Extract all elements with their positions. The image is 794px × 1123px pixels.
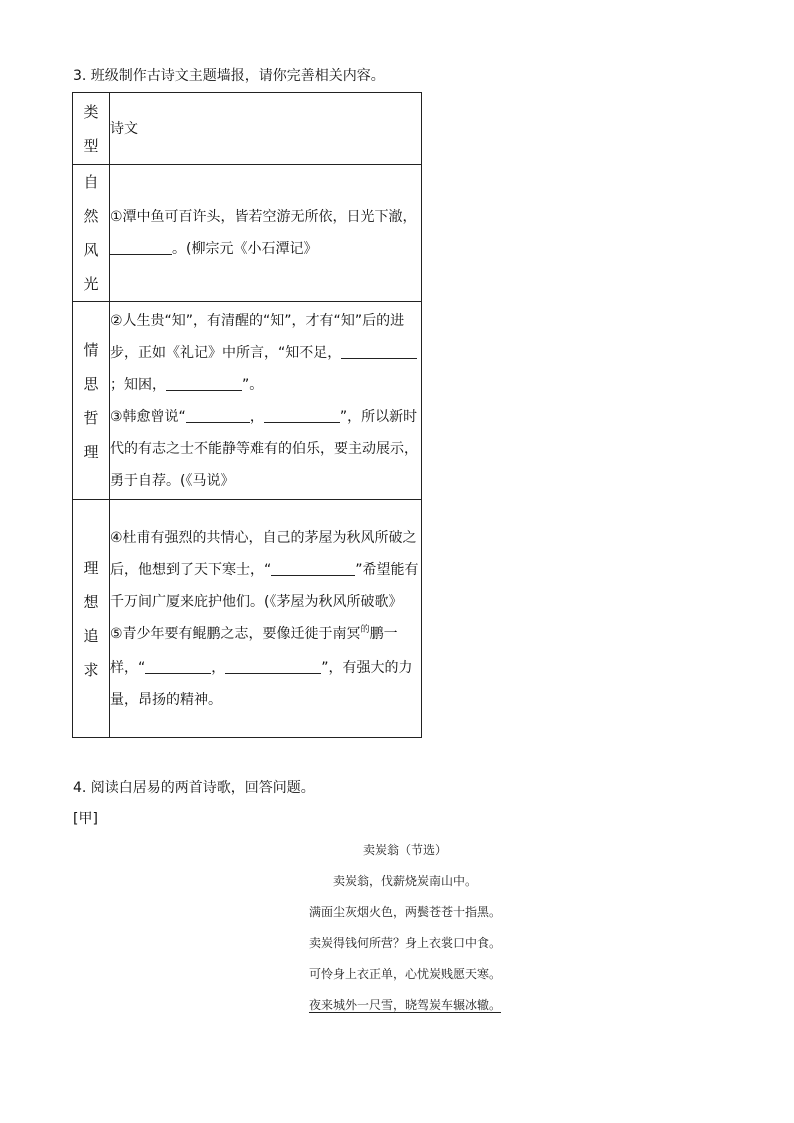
question-3-title: 3. 班级制作古诗文主题墙报，请你完善相关内容。 (73, 68, 385, 84)
type-char: 然 (83, 207, 99, 225)
answer-blank[interactable] (264, 408, 340, 423)
answer-blank[interactable] (271, 561, 355, 576)
answer-blank[interactable] (186, 408, 250, 423)
poem-line: 卖炭得钱何所营？身上衣裳口中食。 (308, 936, 501, 950)
item-5-text-end: ”，有强大的力量，昂扬的精神。 (110, 659, 413, 708)
type-char: 自 (83, 173, 99, 191)
item-3-text: ③韩愈曾说“ (110, 408, 186, 425)
item-4-text: ④杜甫有强烈的共情心，自己的茅屋为秋风所破之后，他想到了天下寒士，“ (110, 529, 417, 578)
poem-label-jia: [甲] (73, 811, 98, 827)
type-char: 追 (83, 626, 99, 645)
type-char: 情 (83, 340, 99, 359)
table-row (73, 165, 422, 302)
item-5-text-comma: ， (211, 659, 226, 676)
poem-line-underlined: 夜来城外一尺雪，晓驾炭车辗冰辙。 (308, 998, 501, 1012)
table-header-row (73, 93, 422, 165)
type-char: 光 (83, 275, 99, 293)
type-char: 哲 (83, 408, 99, 427)
item-4 (110, 522, 421, 618)
type-cell (73, 302, 110, 500)
poem-line: 满面尘灰烟火色，两鬓苍苍十指黑。 (308, 905, 501, 919)
content-cell (110, 500, 422, 738)
item-5 (110, 618, 421, 716)
poem-theme-table (72, 92, 422, 738)
type-char: 求 (83, 660, 99, 679)
poem-line: 可怜身上衣正单，心忧炭贱愿天寒。 (308, 967, 501, 981)
type-header-char: 类 (83, 102, 99, 121)
item-3-text-end: ”，所以新时代的有志之士不能静等难有的伯乐，要主动展示，勇于自荐。(《马说》 (110, 408, 418, 489)
item-5-text: ⑤青少年要有鲲鹏之志，要像迁徙于南冥 (110, 625, 361, 642)
type-header-char: 型 (83, 136, 99, 155)
item-1-text: ①潭中鱼可百许头，皆若空游无所依，日光下澈， (110, 209, 417, 225)
item-2-text-end: ”。 (242, 376, 264, 393)
type-cell (73, 500, 110, 738)
poem-title: 卖炭翁（节选） (362, 843, 447, 857)
item-2-text: ②人生贵“知”，有清醒的“知”，才有“知”后的进步，正如《礼记》中所言，“知不足， (110, 312, 405, 361)
answer-blank[interactable] (341, 344, 417, 359)
type-header-cell (73, 93, 110, 165)
table-row (73, 500, 422, 738)
table-row (73, 302, 422, 500)
poem-line: 卖炭翁，伐薪烧炭南山中。 (332, 874, 477, 888)
item-5-mark: 的 (360, 624, 370, 635)
item-2-text-mid: ；知困， (110, 376, 166, 393)
content-header-cell (110, 93, 422, 165)
item-3-text-mid: ， (249, 408, 264, 425)
answer-blank[interactable] (166, 376, 242, 391)
answer-blank[interactable] (145, 659, 211, 674)
question-4-title: 4. 阅读白居易的两首诗歌，回答问题。 (73, 780, 315, 796)
type-cell (73, 165, 110, 302)
type-char: 理 (83, 442, 99, 461)
poem-block (240, 835, 570, 1021)
content-cell (110, 302, 422, 500)
item-2 (110, 305, 421, 401)
item-1-source: 。(柳宗元《小石潭记》 (172, 241, 318, 257)
content-header-label: 诗文 (110, 120, 138, 137)
type-char: 风 (83, 241, 99, 259)
item-5-text-mid: 鹏一样，“ (110, 625, 398, 676)
type-char: 思 (83, 374, 99, 393)
type-char: 理 (83, 558, 99, 577)
item-3 (110, 401, 421, 497)
content-cell (110, 165, 422, 302)
answer-blank[interactable] (110, 240, 172, 255)
type-char: 想 (83, 592, 99, 611)
answer-blank[interactable] (225, 659, 321, 674)
item-1 (110, 201, 421, 265)
item-4-text-end: ”希望能有千万间广厦来庇护他们。(《茅屋为秋风所破歌》 (110, 561, 419, 610)
